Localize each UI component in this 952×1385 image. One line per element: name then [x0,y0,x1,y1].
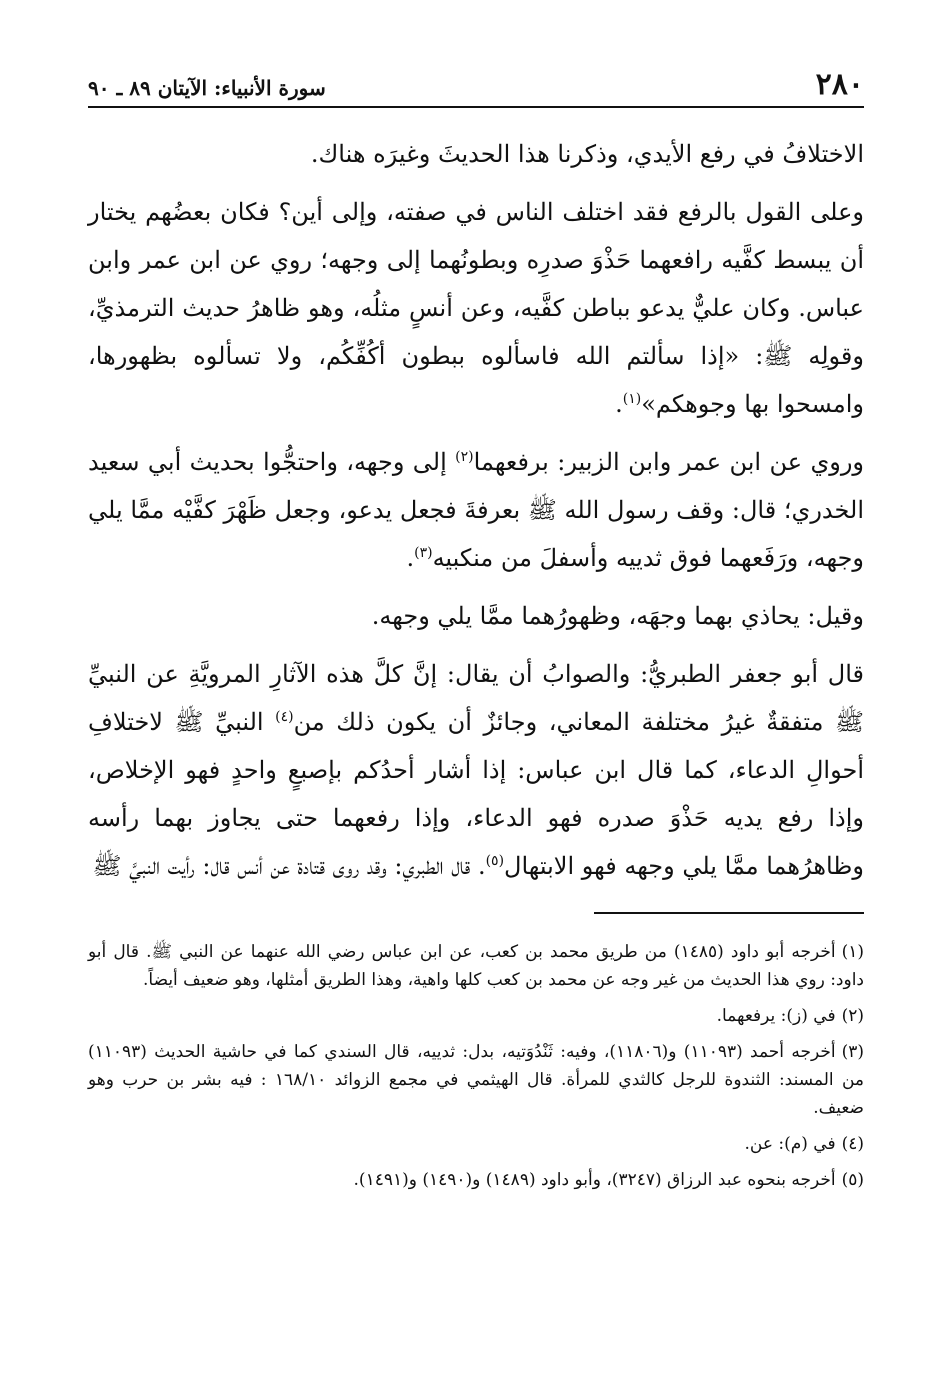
footnote [88,1166,864,1194]
footnote-text: أخرجه بنحوه عبد الرزاق (٣٢٤٧)، وأبو داود (١٤٨٩) و(١٤٩٠) و(١٤٩١). [353,1170,836,1190]
footnote-text: في (ز): يرفعهما. [716,1006,836,1026]
footnote-mark: (٤) [841,1134,864,1154]
footnote [88,1130,864,1158]
paragraph-tail: . قال الطبري: وقد روى قتادة عن أنس قال: رأيت النبيَّ ﷺ [92,852,486,880]
footnote-mark: (٢) [841,1006,864,1026]
paragraph-text: وعلى القول بالرفع فقد اختلف الناس في صفته، وإلى أين؟ فكان بعضُهم يختار أن يبسط كفَّيه رافعهما حَذْوَ صدرِه وبطونُهما إلى وجهه؛ روي عن ابن عمر وابن عباس. وكان عليٌّ يدعو بباطن كفَّيه، وعن أنسٍ مثلُه، وهو ظاهرُ حديث الترمذيِّ، وقولِه ﷺ: «إذا سألتم الله فاسألوه ببطون أكُفِّكُم، ولا تسألوه بظهورها، وامسحوا بها وجوهكم» [88,198,864,418]
footnote-reference: (١) [622,391,642,407]
footnote-text: أخرجه أحمد (١١٠٩٣) و(١١٨٠٦)، وفيه: ثَنْدُوَتيه، بدل: ثدييه، قال السندي كما في حاشية الحديث (١١٠٩٣) من المسند: الثندوة للرجل كالثدي للمرأة. قال الهيثمي في مجمع الزوائد ١٦٨/١٠ : فيه بشر بن حرب وهو ضعيف. [88,1042,865,1118]
page-number: ٢٨٠ [815,67,864,102]
footnote-mark: (١) [841,942,865,962]
footnote-reference: (٥) [485,853,505,869]
footnote-text: أخرجه أبو داود (١٤٨٥) من طريق محمد بن كعب، عن ابن عباس رضي الله عنهما عن النبي ﷺ. قال أبو داود: روي هذا الحديث من غير وجه عن محمد بن كعب كلها واهية، وهذا الطريق أمثلها، وهو ضعيف أيضاً. [88,942,864,990]
paragraph [88,438,864,582]
footnote-separator [594,912,864,914]
paragraph-tail: النبيِّ ﷺ لاختلافِ أحوالِ الدعاء، كما قال ابن عباس: إذا أشار أحدُكم بإصبعٍ واحدٍ فهو الإخلاص، وإذا رفع يديه حَذْوَ صدره فهو الدعاء، وإذا رفعهما حتى يجاوز بهما رأسه وظاهرُهما ممَّا يلي وجهه فهو الابتهال [88,708,864,880]
paragraph-text: الاختلافُ في رفع الأيدي، وذكرنا هذا الحديثَ وغيرَه هناك. [310,140,864,168]
paragraph-tail: إلى وجهه، واحتجُّوا بحديث أبي سعيد الخدري؛ قال: وقف رسول الله ﷺ بعرفةَ فجعل يدعو، وجعل ظَهْرَ كفَّيْه ممَّا يلي وجهه، ورَفَعهما فوق ثدييه وأسفلَ من منكبيه [88,448,864,572]
paragraph-text: قال أبو جعفر الطبريُّ: والصوابُ أن يقال: إنَّ كلَّ هذه الآثارِ المرويَّةِ عن النبيِّ ﷺ متفقةٌ غيرُ مختلفة المعاني، وجائزٌ أن يكون ذلك من [88,660,864,736]
main-text [88,130,864,890]
footnote-reference: (٢) [455,449,474,465]
footnote-reference: (٣) [414,545,433,561]
paragraph-tail: . [406,544,415,572]
running-title: سورة الأنبياء: الآيتان ٨٩ ـ ٩٠ [88,76,326,100]
paragraph [88,130,864,178]
footnote-mark: (٥) [841,1170,864,1190]
page-header [88,62,864,108]
footnote-text: في (م): عن. [744,1134,836,1154]
book-page [88,62,864,1202]
paragraph [88,188,864,428]
paragraph-tail: . [615,390,623,418]
paragraph [88,650,864,890]
footnote [88,1038,864,1122]
footnote-reference: (٤) [275,709,294,725]
footnote [88,938,864,994]
paragraph-text: وروي عن ابن عمر وابن الزبير: برفعهما [473,448,864,476]
footnote [88,1002,864,1030]
paragraph-text: وقيل: يحاذي بهما وجهَه، وظهورُهما ممَّا يلي وجهه. [371,602,864,630]
footnotes [88,938,864,1194]
footnote-mark: (٣) [841,1042,864,1062]
paragraph [88,592,864,640]
